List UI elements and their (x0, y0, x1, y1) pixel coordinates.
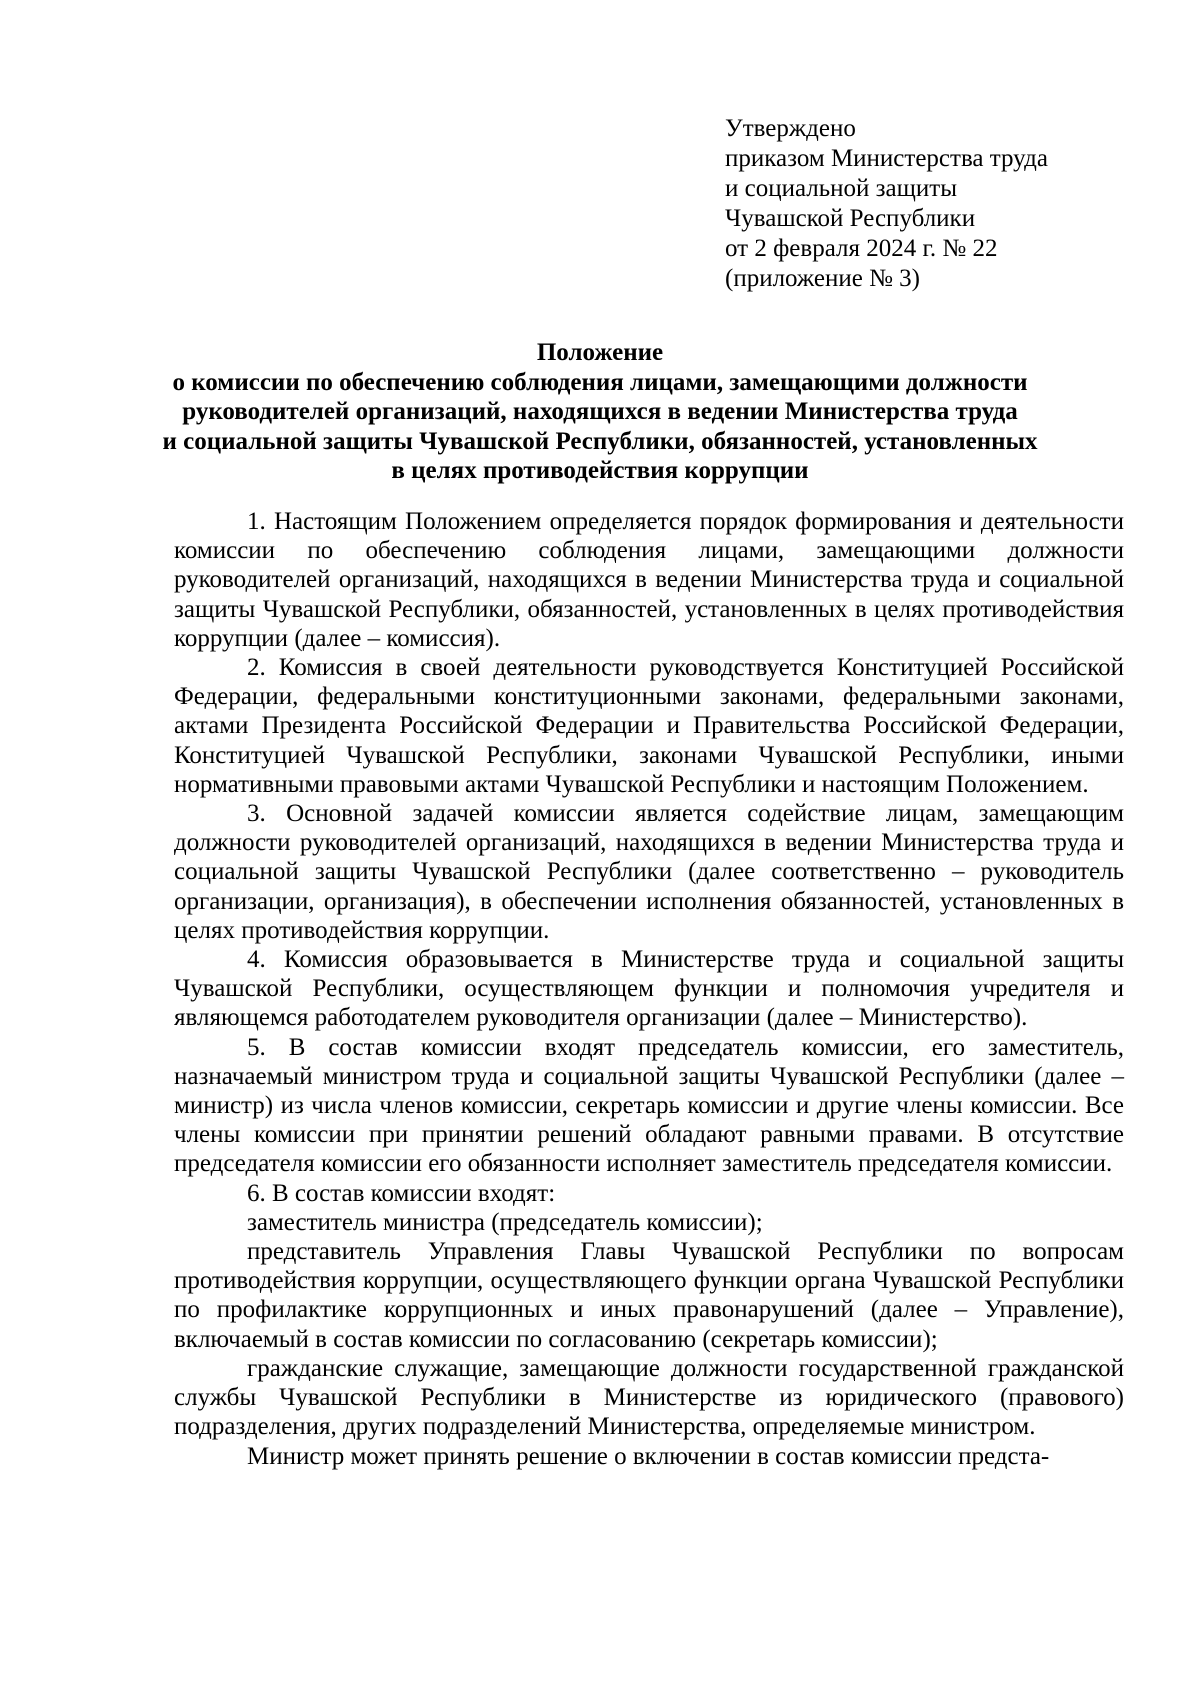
approval-line: приказом Министерства труда (725, 145, 1048, 172)
approval-line: Утверждено (725, 115, 856, 142)
paragraph-5: 5. В состав комиссии входят председатель комиссии, его заместитель, назначаемый министром труда и социальной защиты Чувашской Республики (далее – министр) из числа членов комиссии, секретарь комиссии и другие члены комиссии. Все члены комиссии при принятии решений обладают равными правами. В отсутствие председателя комиссии его обязанности исполняет заместитель председателя комиссии. (174, 1033, 1124, 1178)
document-body (174, 507, 1124, 1471)
composition-item-secretary: представитель Управления Главы Чувашской Республики по вопросам противодействия коррупции, осуществляющего функции органа Чувашской Республики по профилактике коррупционных и иных правонарушений (далее – Управление), включаемый в состав комиссии по согласованию (секретарь комиссии); (174, 1238, 1124, 1353)
paragraph-6: 6. В состав комиссии входят: (247, 1179, 556, 1207)
composition-item-chair: заместитель министра (председатель комиссии); (247, 1208, 763, 1236)
title-line: руководителей организаций, находящихся в ведении Министерства труда (182, 398, 1018, 425)
approval-line: (приложение № 3) (725, 265, 921, 292)
title-line: в целях противодействия коррупции (391, 457, 809, 484)
title-line: о комиссии по обеспечению соблюдения лицами, замещающими должности (172, 368, 1028, 396)
paragraph-minister-decision: Министр может принять решение о включении в состав комиссии предста- (247, 1442, 1050, 1470)
composition-item-civil-servants: гражданские служащие, замещающие должности государственной гражданской службы Чувашской Республики в Министерстве из юридического (правового) подразделения, других подразделений Министерства, определяемые министром. (174, 1354, 1124, 1441)
approval-stamp (725, 114, 1145, 294)
paragraph-3: 3. Основной задачей комиссии является содействие лицам, замещающим должности руководителей организаций, находящихся в ведении Министерства труда и социальной защиты Чувашской Республики (далее соответственно – руководитель организации, организация), в обеспечении исполнения обязанностей, установленных в целях противодействия коррупции. (174, 800, 1124, 944)
paragraph-2: 2. Комиссия в своей деятельности руководствуется Конституцией Российской Федерации, федеральными конституционными законами, федеральными законами, актами Президента Российской Федерации и Правительства Российской Федерации, Конституцией Чувашской Республики, законами Чувашской Республики, иными нормативными правовыми актами Чувашской Республики и настоящим Положением. (174, 654, 1124, 798)
approval-line: от 2 февраля 2024 г. № 22 (725, 235, 998, 262)
paragraph-4: 4. Комиссия образовывается в Министерстве труда и социальной защиты Чувашской Республики, осуществляющем функции и полномочия учредителя и являющемся работодателем руководителя организации (далее – Министерство). (174, 946, 1124, 1032)
title-line: и социальной защиты Чувашской Республики, обязанностей, установленных (162, 427, 1038, 455)
document-title (140, 338, 1060, 486)
paragraph-1: 1. Настоящим Положением определяется порядок формирования и деятельности комиссии по обеспечению соблюдения лицами, замещающими должности руководителей организаций, находящихся в ведении Министерства труда и социальной защиты Чувашской Республики, обязанностей, установленных в целях противодействия коррупции (далее – комиссия). (174, 508, 1124, 652)
approval-line: и социальной защиты (725, 175, 958, 202)
approval-line: Чувашской Республики (725, 205, 976, 232)
title-line: Положение (536, 339, 664, 366)
